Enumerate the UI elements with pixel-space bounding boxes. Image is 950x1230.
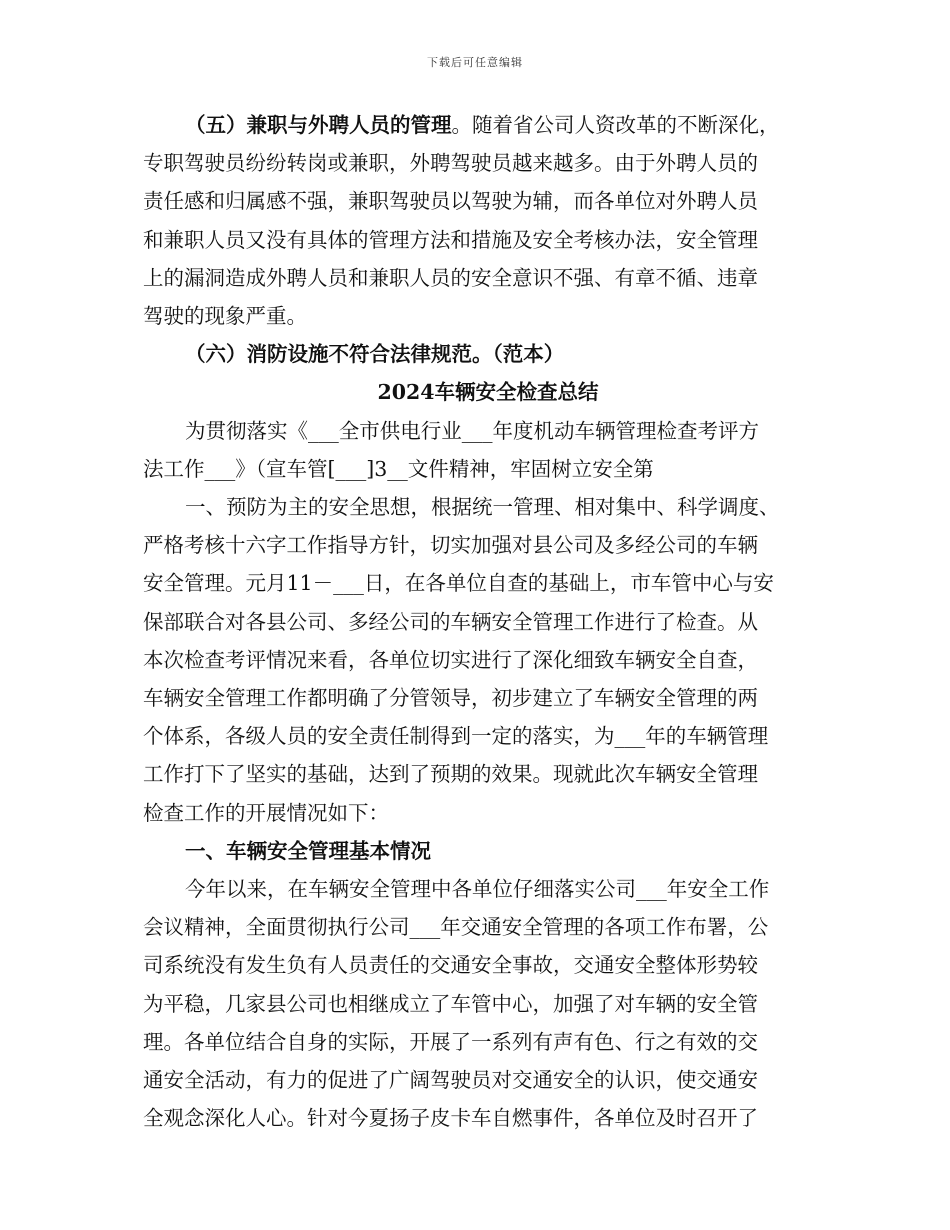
section1-heading: 一、车辆安全管理基本情况 [185, 838, 431, 863]
text-line: 为贯彻落实《___全市供电行业___年度机动车辆管理检查考评方 [185, 418, 759, 443]
text-line: 责任感和归属感不强，兼职驾驶员以驾驶为辅，而各单位对外聘人员 [143, 189, 758, 214]
text-line: 全观念深化人心。针对今夏扬子皮卡车自燃事件，各单位及时召开了 [143, 1106, 758, 1131]
section5-first-line [143, 106, 833, 144]
paragraph-2 [143, 870, 833, 1137]
text-line: 安全管理。元月11－___日，在各单位自查的基础上，市车管中心与安 [143, 571, 774, 596]
text-line: 检查工作的开展情况如下： [143, 800, 389, 825]
document-title: 2024车辆安全检查总结 [377, 380, 599, 405]
text-line: 驾驶的现象严重。 [143, 304, 307, 329]
text-line: 工作打下了坚实的基础，达到了预期的效果。现就此次车辆安全管理 [143, 762, 758, 787]
text-line: 严格考核十六字工作指导方针，切实加强对县公司及多经公司的车辆 [143, 533, 758, 558]
text-line: 法工作___》（宣车管[___]3__文件精神，牢固树立安全第 [143, 456, 654, 481]
text-line: 上的漏洞造成外聘人员和兼职人员的安全意识不强、有章不循、违章 [143, 265, 758, 290]
text-line: 个体系，各级人员的安全责任制得到一定的落实，为___年的车辆管理 [143, 724, 769, 749]
text-line: 本次检查考评情况来看，各单位切实进行了深化细致车辆安全自查， [143, 647, 758, 672]
text-line: 一、预防为主的安全思想，根据统一管理、相对集中、科学调度、 [185, 495, 780, 520]
text-line: 会议精神，全面贯彻执行公司___年交通安全管理的各项工作布署，公 [143, 915, 769, 940]
section6-heading: （六）消防设施不符合法律规范。（范本） [185, 342, 565, 367]
paragraph-1 [143, 488, 833, 832]
section5-paragraph [143, 106, 833, 335]
text-line: 理。各单位结合自身的实际，开展了一系列有声有色、行之有效的交 [143, 1029, 758, 1054]
text-line: 保部联合对各县公司、多经公司的车辆安全管理工作进行了检查。从 [143, 609, 758, 634]
text-line: 。随着省公司人资改革的不断深化， [451, 113, 780, 137]
section5-heading: （五）兼职与外聘人员的管理 [185, 113, 452, 137]
page-header: 下载后可任意编辑 [427, 56, 523, 69]
text-line: 为平稳，几家县公司也相继成立了车管中心，加强了对车辆的安全管 [143, 991, 758, 1016]
text-line: 专职驾驶员纷纷转岗或兼职，外聘驾驶员越来越多。由于外聘人员的 [143, 151, 758, 176]
text-line: 通安全活动，有力的促进了广阔驾驶员对交通安全的认识，使交通安 [143, 1068, 758, 1093]
intro-paragraph [143, 412, 833, 488]
text-line: 司系统没有发生负有人员责任的交通安全事故，交通安全整体形势较 [143, 953, 758, 978]
document-body [143, 106, 833, 1137]
text-line: 车辆安全管理工作都明确了分管领导，初步建立了车辆安全管理的两 [143, 686, 758, 711]
text-line: 今年以来，在车辆安全管理中各单位仔细落实公司___年安全工作 [185, 877, 770, 902]
text-line: 和兼职人员又没有具体的管理方法和措施及安全考核办法，安全管理 [143, 227, 758, 252]
